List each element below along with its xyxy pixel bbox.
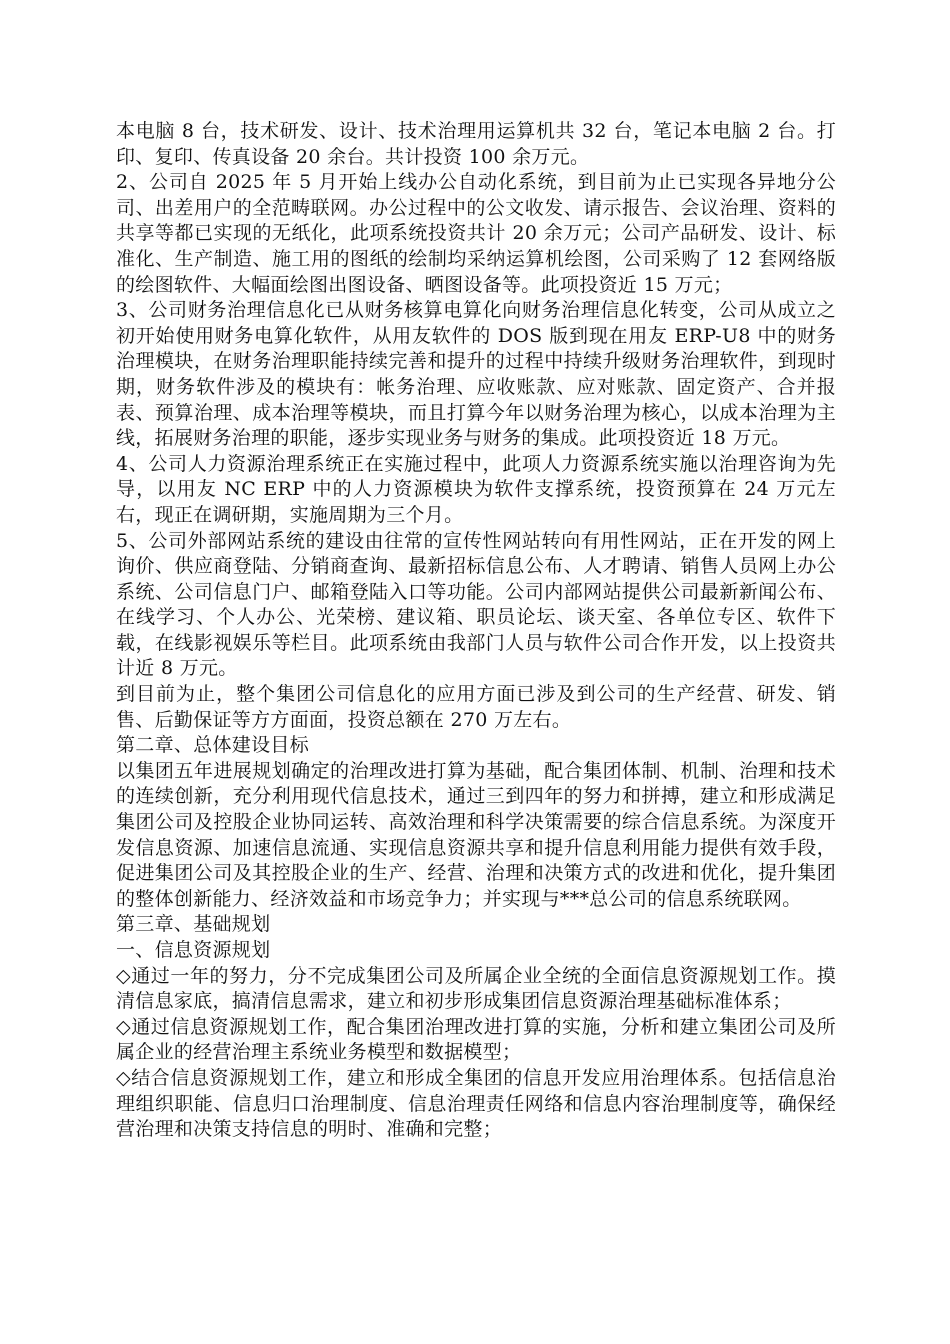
section-1-heading: 一、信息资源规划 bbox=[116, 939, 271, 961]
paragraph-computers: 本电脑 8 台，技术研发、设计、技术治理用运算机共 32 台，笔记本电脑 2 台。打印、复印、传真设备 20 余台。共计投资 100 余万元。 bbox=[116, 120, 836, 168]
chapter-3-heading: 第三章、基础规划 bbox=[116, 913, 271, 936]
paragraph-hr-system: 4、公司人力资源治理系统正在实施过程中，此项人力资源系统实施以治理咨询为先导，以用友 NC ERP 中的人力资源模块为软件支撑系统，投资预算在 24 万元左右，现正在调研期，实施周期为三个月。 bbox=[116, 452, 836, 526]
paragraph-finance: 3、公司财务治理信息化已从财务核算电算化向财务治理信息化转变，公司从成立之初开始使用财务电算化软件，从用友软件的 DOS 版到现在用友 ERP-U8 中的财务治理模块，在财务治理职能持续完善和提升的过程中持续升级财务治理软件，到现时期，财务软件涉及的模块有：帐务治理、应收账款、应对账款、固定资产、合并报表、预算治理、成本治理等模块，而且打算今年以财务治理为核心，以成本治理为主线，拓展财务治理的职能，逐步实现业务与财务的集成。此项投资近 18 万元。 bbox=[116, 299, 836, 450]
bullet-item-3: ◇结合信息资源规划工作，建立和形成全集团的信息开发应用治理体系。包括信息治理组织职能、信息归口治理制度、信息治理责任网络和信息内容治理制度等，确保经营治理和决策支持信息的明时、准确和完整； bbox=[116, 1066, 836, 1141]
document-body bbox=[116, 119, 836, 1143]
bullet-item-2: ◇通过信息资源规划工作，配合集团治理改进打算的实施，分析和建立集团公司及所属企业的经营治理主系统业务模型和数据模型； bbox=[116, 1015, 836, 1064]
bullet-item-1: ◇通过一年的努力，分不完成集团公司及所属企业全统的全面信息资源规划工作。摸清信息家底，搞清信息需求，建立和初步形成集团信息资源治理基础标准体系； bbox=[116, 964, 836, 1013]
paragraph-oa-system: 2、公司自 2025 年 5 月开始上线办公自动化系统，到目前为止已实现各异地分公司、出差用户的全范畴联网。办公过程中的公文收发、请示报告、会议治理、资料的共享等都已实现的无纸化，此项系统投资共计 20 余万元；公司产品研发、设计、标准化、生产制造、施工用的图纸的绘制均采纳运算机绘图，公司采购了 12 套网络版的绘图软件、大幅面绘图出图设备、晒图设备等。此项投资近 15 万元； bbox=[116, 171, 836, 296]
paragraph-overall-goal: 以集团五年进展规划确定的治理改进打算为基础，配合集团体制、机制、治理和技术的连续创新，充分利用现代信息技术，通过三到四年的努力和拼搏，建立和形成满足集团公司及控股企业协同运转、高效治理和科学决策需要的综合信息系统。为深度开发信息资源、加速信息流通、实现信息资源共享和提升信息利用能力提供有效手段，促进集团公司及其控股企业的生产、经营、治理和决策方式的改进和优化，提升集团的整体创新能力、经济效益和市场竞争力；并实现与***总公司的信息系统联网。 bbox=[116, 759, 836, 910]
paragraph-summary: 到目前为止，整个集团公司信息化的应用方面已涉及到公司的生产经营、研发、销售、后勤保证等方方面面，投资总额在 270 万左右。 bbox=[116, 683, 836, 731]
chapter-2-heading: 第二章、总体建设目标 bbox=[116, 734, 310, 757]
paragraph-website: 5、公司外部网站系统的建设由往常的宣传性网站转向有用性网站，正在开发的网上询价、供应商登陆、分销商查询、最新招标信息公布、人才聘请、销售人员网上办公系统、公司信息门户、邮箱登陆入口等功能。公司内部网站提供公司最新新闻公布、在线学习、个人办公、光荣榜、建议箱、职员论坛、谈天室、各单位专区、软件下载，在线影视娱乐等栏目。此项系统由我部门人员与软件公司合作开发，以上投资共计近 8 万元。 bbox=[116, 529, 836, 680]
